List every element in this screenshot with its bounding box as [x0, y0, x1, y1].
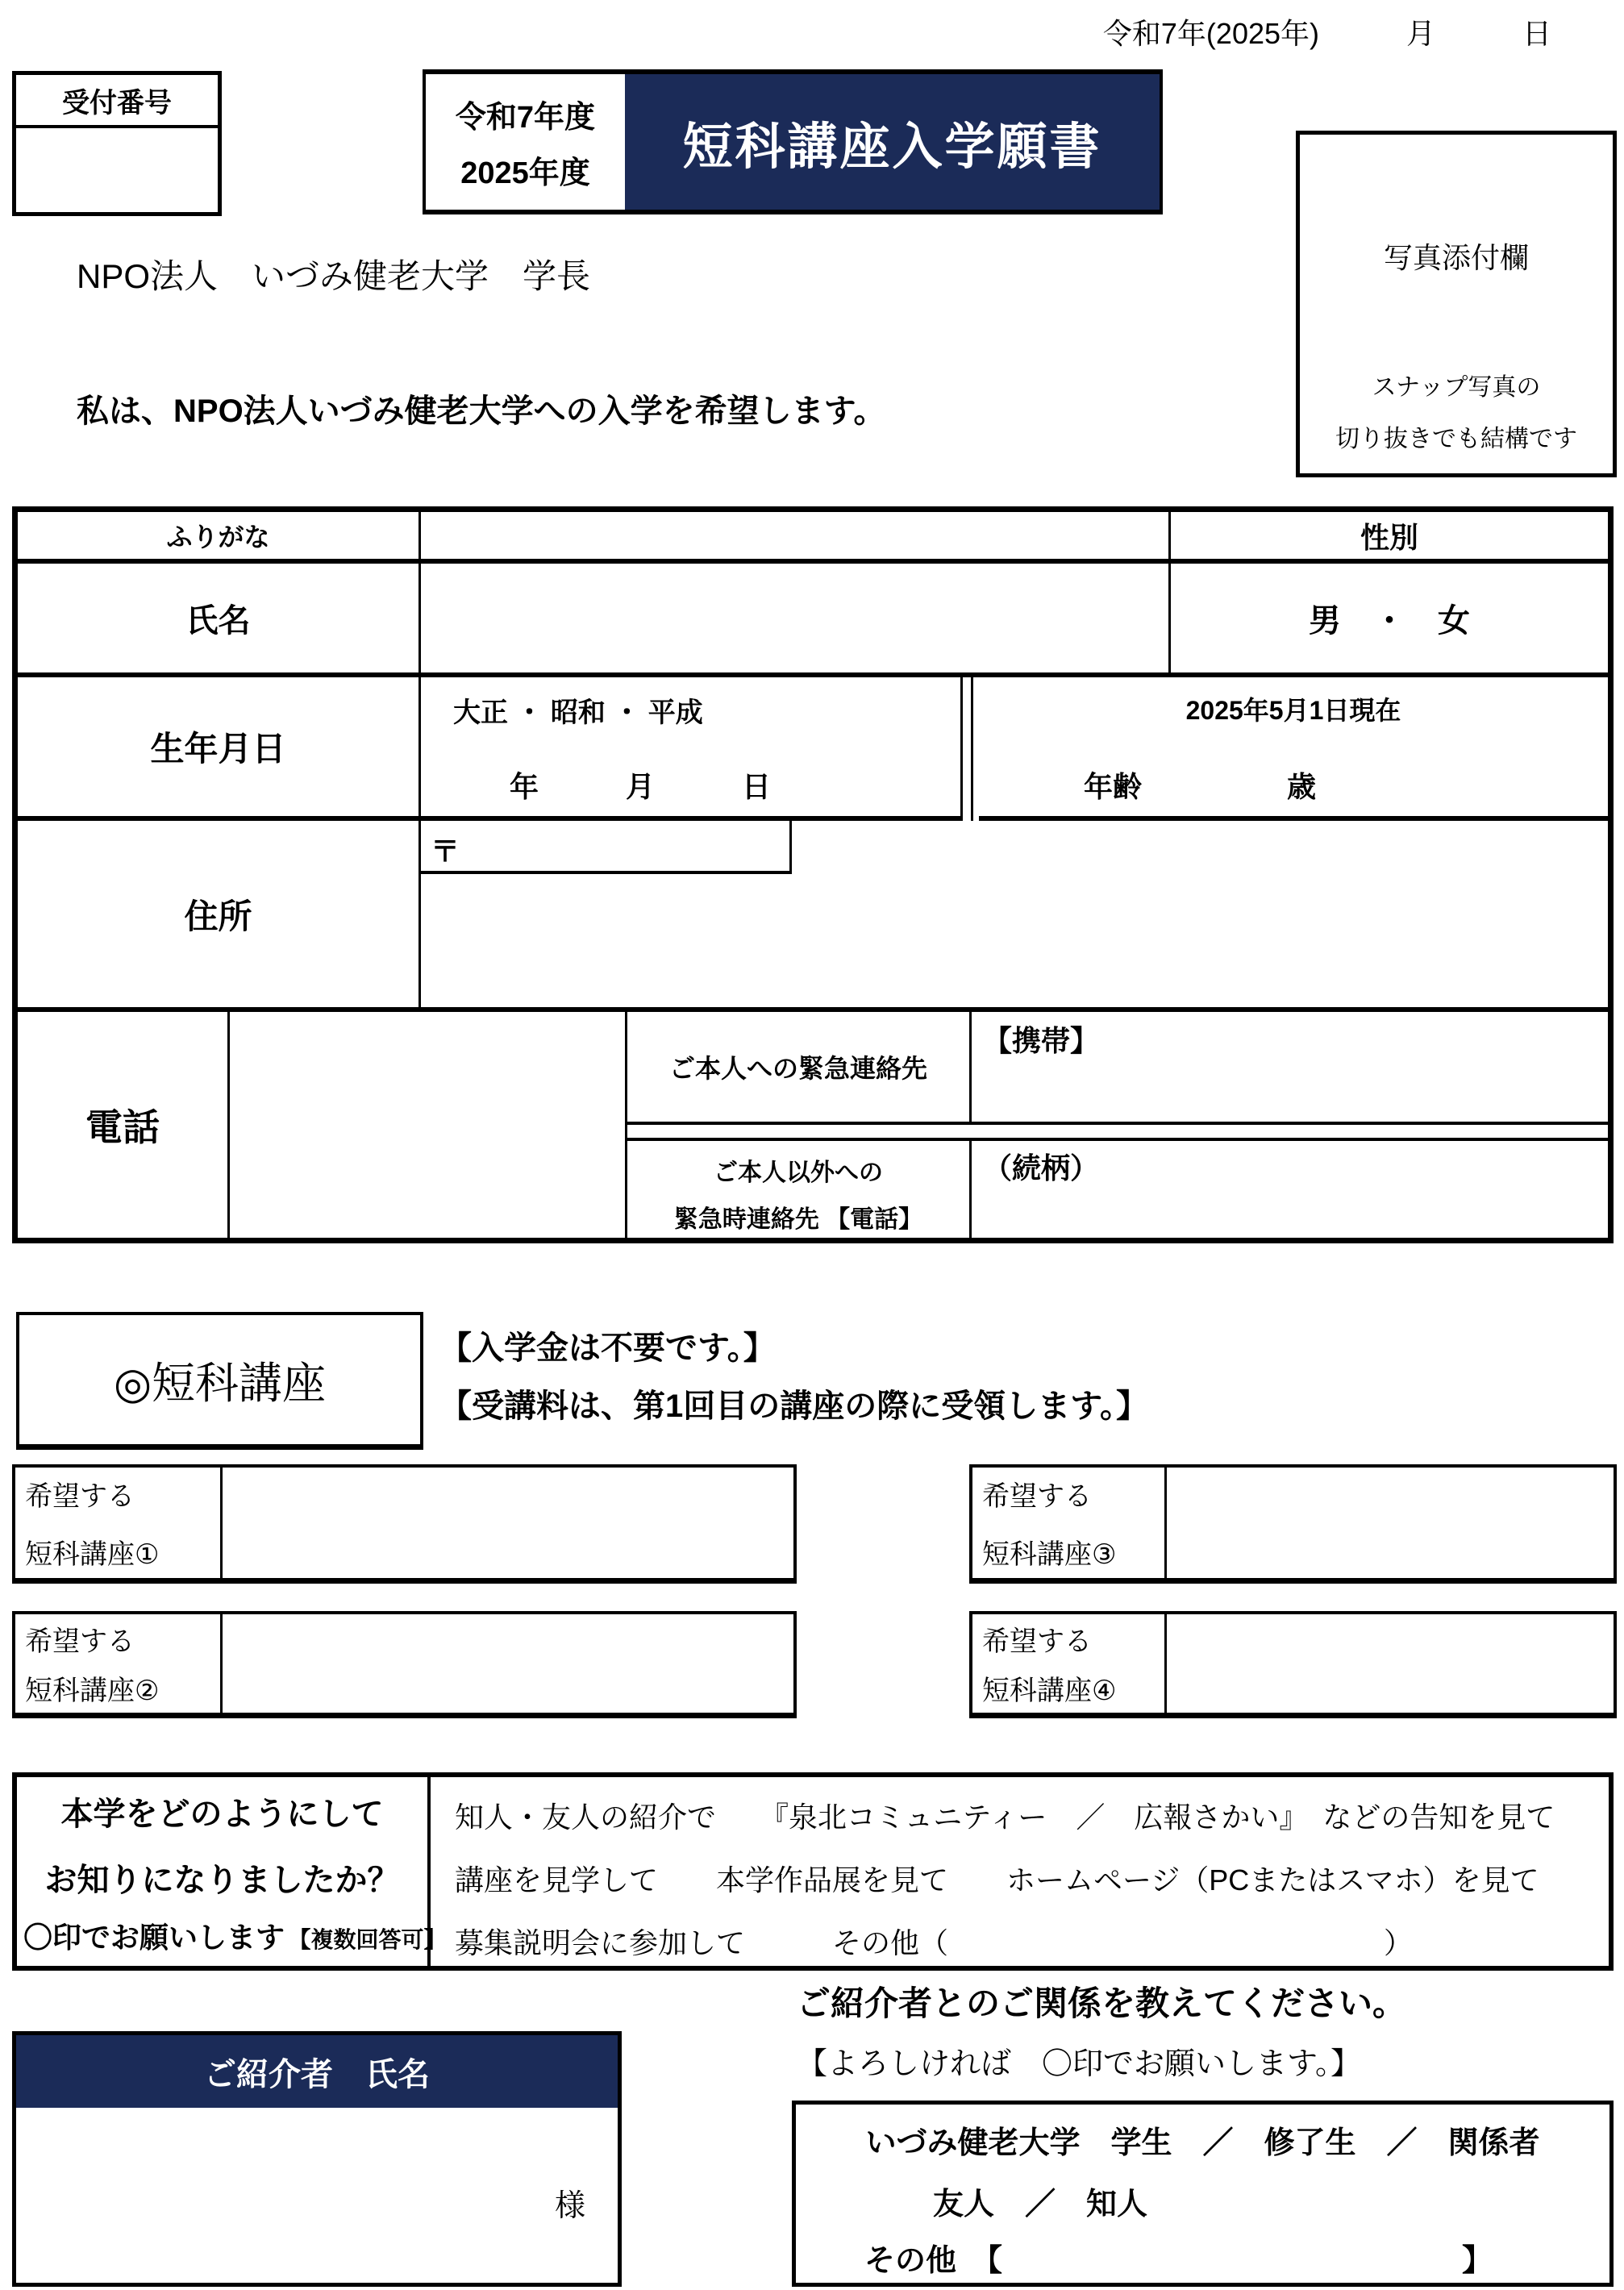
emergency-other-label2: 緊急時連絡先 【電話】	[673, 1206, 923, 1233]
how-known-q1: 本学をどのようにして	[60, 1797, 384, 1832]
how-known-option-1[interactable]: 知人・友人の紹介で 『泉北コミュニティー ／ 広報さかい』 などの告知を見て	[455, 1801, 1555, 1834]
wish-course-4-field[interactable]	[1167, 1614, 1614, 1713]
course-note-fee: 【入学金は不要です。】	[439, 1330, 776, 1366]
wish-course-1-box	[12, 1464, 797, 1584]
emergency-other-field[interactable]	[972, 1141, 1608, 1238]
photo-box-note1: スナップ写真の	[1372, 374, 1541, 401]
address-label: 住所	[18, 821, 421, 1012]
how-known-q2: お知りになりましたか？	[44, 1863, 400, 1898]
wish-course-3-box	[969, 1464, 1617, 1584]
reception-number-field[interactable]	[16, 131, 218, 212]
wish-course-2-box	[12, 1611, 797, 1718]
referrer-name-field[interactable]	[16, 2108, 618, 2283]
how-known-question-cell	[17, 1777, 447, 1966]
wish-label-line2: 短科講座①	[25, 1539, 160, 1570]
furigana-field[interactable]	[421, 512, 1171, 564]
wish-label-line2: 短科講座④	[982, 1676, 1117, 1706]
referrer-name-header: ご紹介者 氏名	[16, 2035, 618, 2108]
name-label: 氏名	[18, 564, 421, 677]
referrer-relation-heading: ご紹介者とのご関係を教えてください。	[797, 1984, 1407, 2022]
gender-label: 性別	[1171, 512, 1608, 564]
referrer-relation-option-1[interactable]: いづみ健老大学 学生 ／ 修了生 ／ 関係者	[865, 2126, 1540, 2160]
wish-label-line1: 希望する	[25, 1626, 135, 1657]
address-field[interactable]	[421, 821, 1608, 1012]
addressee-line: NPO法人 いづみ健老大学 学長	[77, 257, 591, 295]
form-title: 短科講座入学願書	[682, 119, 1102, 175]
fiscal-year-western: 2025年度	[460, 156, 590, 190]
wish-course-2-field[interactable]	[223, 1614, 794, 1713]
fiscal-year-era: 令和7年度	[455, 101, 596, 135]
reception-number-box	[12, 71, 222, 216]
phone-field[interactable]	[230, 1012, 627, 1238]
emergency-other-value: （続柄）	[983, 1151, 1100, 1185]
wish-course-2-label	[15, 1614, 223, 1713]
era-options[interactable]: 大正 ・ 昭和 ・ 平成	[453, 697, 703, 728]
photo-attachment-box[interactable]	[1296, 131, 1617, 477]
how-known-option-3[interactable]: 募集説明会に参加して その他（ ）	[455, 1926, 1414, 1959]
how-known-q3-note: 【複数回答可】	[288, 1927, 447, 1952]
double-rule-vertical	[971, 677, 973, 821]
course-note-tuition: 【受講料は、第1回目の講座の際に受領します。】	[439, 1389, 1149, 1424]
birthdate-blanks[interactable]: 年 月 日	[510, 770, 772, 803]
gender-options[interactable]: 男 ・ 女	[1171, 564, 1608, 677]
how-known-q3-row	[23, 1915, 446, 1956]
how-known-q3: 〇印でお願いします	[23, 1921, 285, 1954]
wish-label-line1: 希望する	[982, 1481, 1092, 1512]
age-cell[interactable]	[979, 677, 1608, 821]
referrer-relation-subheading: 【よろしければ 〇印でお願いします。】	[797, 2047, 1361, 2081]
photo-box-note2: 切り抜きでも結構です	[1335, 426, 1577, 452]
wish-course-4-label	[972, 1614, 1167, 1713]
wish-course-3-label	[972, 1468, 1167, 1578]
age-blank-line[interactable]: 年齢 歳	[1084, 770, 1317, 803]
photo-box-title: 写真添付欄	[1383, 241, 1529, 274]
wish-course-1-field[interactable]	[223, 1468, 794, 1578]
postal-mark: 〒	[431, 835, 460, 868]
birthdate-label: 生年月日	[18, 677, 421, 821]
wish-label-line1: 希望する	[982, 1626, 1092, 1657]
phone-label: 電話	[18, 1012, 230, 1238]
wish-label-line2: 短科講座③	[982, 1539, 1117, 1570]
form-title-banner	[625, 74, 1160, 210]
fiscal-year-cell	[426, 74, 625, 210]
emergency-self-label: ご本人への緊急連絡先	[627, 1012, 972, 1125]
referrer-name-box	[12, 2031, 622, 2287]
birthdate-field[interactable]	[421, 677, 963, 821]
applicant-table	[12, 506, 1614, 1243]
emergency-contact-area	[627, 1012, 1608, 1238]
referrer-relation-option-2[interactable]: 友人 ／ 知人	[933, 2188, 1148, 2221]
emergency-other-label1: ご本人以外への	[714, 1160, 883, 1186]
emergency-self-field[interactable]	[972, 1012, 1608, 1125]
referrer-relation-box	[792, 2101, 1614, 2287]
pledge-line: 私は、NPO法人いづみ健老大学への入学を希望します。	[77, 393, 886, 429]
reception-number-label: 受付番号	[16, 75, 218, 128]
wish-course-4-box	[969, 1611, 1617, 1718]
furigana-label: ふりがな	[18, 512, 421, 564]
form-title-bar	[423, 69, 1163, 214]
wish-label-line2: 短科講座②	[25, 1676, 160, 1706]
emergency-self-value: 【携帯】	[983, 1024, 1100, 1057]
how-known-option-2[interactable]: 講座を見学して 本学作品展を見て ホームページ（PCまたはスマホ）を見て	[455, 1863, 1539, 1897]
referrer-name-honorific: 様	[554, 2189, 585, 2223]
age-asof-label: 2025年5月1日現在	[1185, 696, 1401, 725]
wish-course-3-field[interactable]	[1167, 1468, 1614, 1578]
form-date-line: 令和7年(2025年) 月 日	[1102, 17, 1551, 50]
wish-label-line1: 希望する	[25, 1481, 135, 1512]
name-field[interactable]	[421, 564, 1171, 677]
referrer-relation-option-3[interactable]: その他 【 】	[864, 2244, 1493, 2278]
wish-course-1-label	[15, 1468, 223, 1578]
course-section-badge: ◎短科講座	[16, 1312, 423, 1450]
emergency-other-label-cell	[627, 1141, 972, 1238]
how-known-box	[12, 1772, 1614, 1971]
postal-code-field[interactable]	[421, 821, 792, 874]
how-known-options-cell	[431, 1777, 1615, 1966]
